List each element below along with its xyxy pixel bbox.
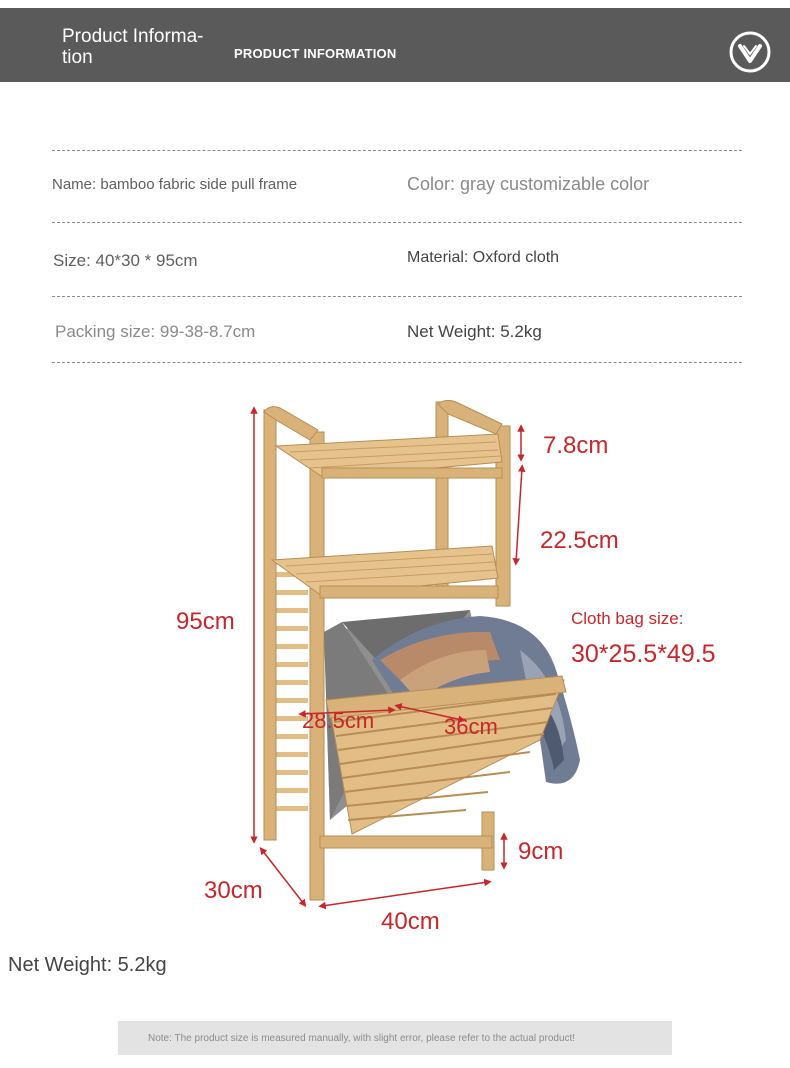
chevron-down-circle-icon (728, 30, 772, 74)
note-text: Note: The product size is measured manually, with slight error, please refer to the actual product! (148, 1032, 576, 1044)
dim-height: 95cm (176, 608, 235, 635)
net-weight-footer: Net Weight: 5.2kg (8, 954, 167, 976)
basket-door (326, 676, 566, 834)
product-figure (150, 390, 750, 950)
note-bar (118, 1021, 672, 1055)
bottom-rail (320, 836, 492, 848)
spec-packing-size: Packing size: 99-38-8.7cm (55, 322, 256, 341)
dim-bag-depth: 28.5cm (302, 708, 375, 733)
dim-top-handle: 7.8cm (543, 432, 609, 459)
spec-material: Material: Oxford cloth (407, 249, 560, 266)
spec-color: Color: gray customizable color (407, 174, 650, 194)
spec-name: Name: bamboo fabric side pull frame (52, 176, 298, 193)
bag-size-label: Cloth bag size: (571, 609, 684, 628)
spec-size: Size: 40*30 * 95cm (53, 251, 198, 270)
header-subtitle: PRODUCT INFORMATION (234, 46, 397, 61)
dim-bag-width: 36cm (444, 714, 498, 739)
spec-net-weight: Net Weight: 5.2kg (407, 322, 542, 341)
dim-leg-height: 9cm (518, 838, 564, 865)
divider (52, 150, 742, 151)
dim-shelf-gap: 22.5cm (540, 527, 619, 554)
header-bar (0, 8, 790, 82)
header-title: Product Informa- tion (62, 26, 204, 68)
dim-depth: 30cm (204, 877, 263, 904)
dim-width: 40cm (381, 908, 440, 935)
divider (52, 222, 742, 223)
bag-size-value: 30*25.5*49.5 (571, 640, 716, 668)
divider (52, 296, 742, 297)
divider (52, 362, 742, 363)
